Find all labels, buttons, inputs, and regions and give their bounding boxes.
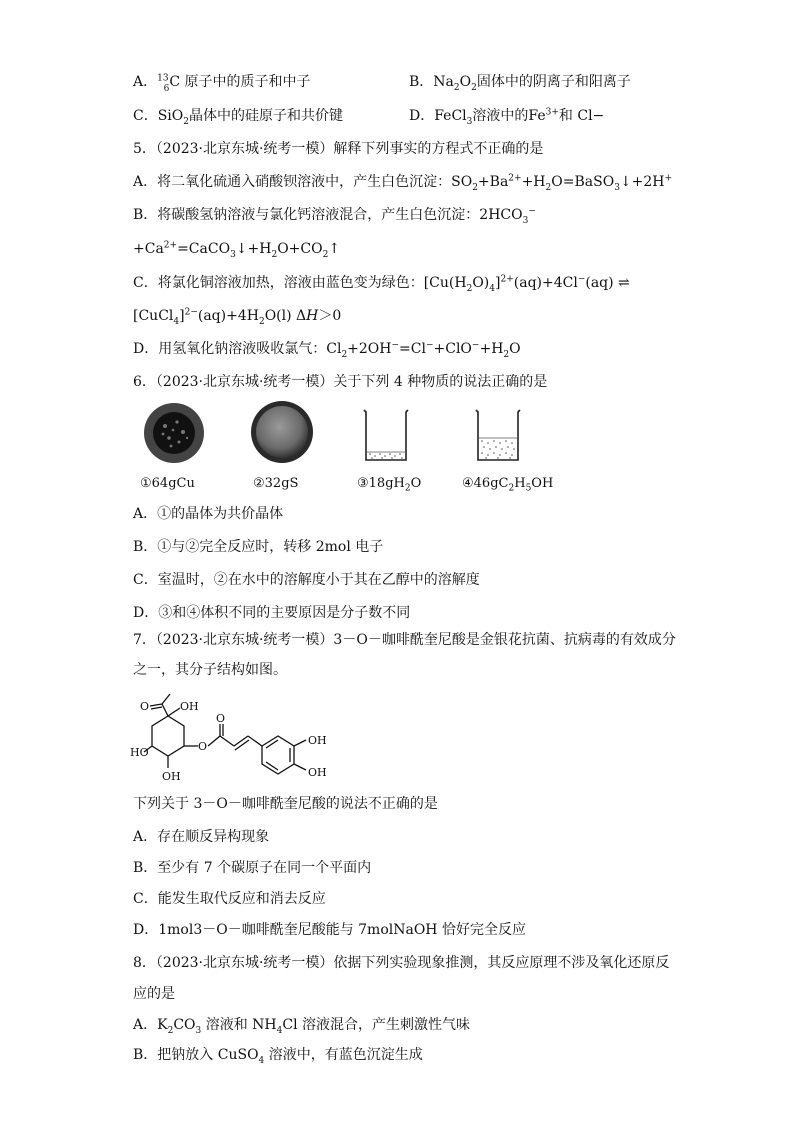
q6-option-b: B．①与②完全反应时，转移 2mol 电子	[133, 539, 384, 555]
q8-stem-line1: 8．（2023·北京东城·统考一模）依据下列实验现象推测，其反应原理不涉及氧化还原反	[133, 955, 670, 971]
sulfur-dish-image	[250, 400, 314, 464]
svg-text:OH: OH	[308, 766, 327, 779]
q8-stem-line2: 应的是	[133, 986, 175, 1002]
q4-option-d: D．FeCl$_3$溶液中的$Fe^{3+}$和 Cl−	[409, 107, 605, 127]
q6-option-a: A．①的晶体为共价晶体	[133, 506, 284, 522]
ethanol-beaker-image	[472, 408, 524, 464]
q8-option-b: B．把钠放入 CuSO$_4$ 溶液中，有蓝色沉淀生成	[133, 1047, 423, 1066]
svg-text:OH: OH	[308, 734, 327, 747]
q5-option-a: A．将二氧化硫通入硝酸钡溶液中，产生白色沉淀：$SO_2+Ba^{2+}+H_2O=BaSO_3↓+2H^+$	[133, 173, 673, 193]
q5-option-c-line1: C．将氯化铜溶液加热，溶液由蓝色变为绿色：$[Cu(H_2O)_4]^{2+}(aq)+4Cl^-(aq)$ ⇌	[133, 274, 630, 294]
q6-option-c: C．室温时，②在水中的溶解度小于其在乙醇中的溶解度	[133, 572, 480, 588]
copper-dish-image	[143, 402, 205, 464]
q8-option-a: A．$K_2CO_3$ 溶液和 $NH_4Cl$ 溶液混合，产生刺激性气味	[133, 1017, 470, 1036]
q5-option-b-line1: B．将碳酸氢钠溶液与氯化钙溶液混合，产生白色沉淀：$2HCO_3^-$	[133, 206, 536, 226]
q7-ask: 下列关于 3－O－咖啡酰奎尼酸的说法不正确的是	[133, 796, 438, 812]
svg-text:OH: OH	[162, 770, 181, 783]
q5-stem: 5．（2023·北京东城·统考一模）解释下列事实的方程式不正确的是	[133, 141, 544, 157]
svg-text:HO: HO	[130, 746, 149, 759]
svg-text:O: O	[198, 740, 208, 753]
q7-option-b: B．至少有 7 个碳原子在同一个平面内	[133, 860, 372, 876]
caption-ethanol: $④46gC_2H_5OH$	[462, 476, 554, 494]
q6-stem: 6．（2023·北京东城·统考一模）关于下列 4 种物质的说法正确的是	[133, 374, 548, 390]
caption-water: $③18gH_2O$	[357, 476, 422, 494]
svg-text:OH: OH	[180, 700, 199, 713]
q7-stem-line1: 7．（2023·北京东城·统考一模）3－O－咖啡酰奎尼酸是金银花抗菌、抗病毒的有效成分	[133, 632, 676, 648]
q7-stem-line2: 之一，其分子结构如图。	[133, 662, 287, 678]
q5-option-b-line2: $+Ca^{2+}=CaCO_3↓+H_2O+CO_2↑$	[133, 240, 341, 260]
svg-text:O: O	[140, 700, 150, 713]
caption-copper: ①64gCu	[140, 476, 195, 491]
q5-option-d: D．用氢氧化钠溶液吸收氯气：$Cl_2+2OH^-=Cl^-+ClO^-+H_2O$	[133, 340, 521, 360]
q7-option-d: D．1mol3－O－咖啡酰奎尼酸能与 7molNaOH 恰好完全反应	[133, 922, 526, 938]
svg-text:O: O	[216, 712, 226, 725]
q7-option-a: A．存在顺反异构现象	[133, 829, 270, 845]
q4-option-b: B．$Na_2O_2$固体中的阴离子和阳离子	[409, 74, 631, 93]
molecule-structure-diagram	[128, 690, 338, 788]
q7-option-c: C．能发生取代反应和消去反应	[133, 891, 326, 907]
water-beaker-image	[360, 408, 412, 464]
q4-option-a: A．$^{13}_6$C 原子中的质子和中子	[133, 73, 311, 94]
q6-option-d: D．③和④体积不同的主要原因是分子数不同	[133, 605, 411, 621]
q4-option-c: C．SiO$_2$晶体中的硅原子和共价键	[133, 108, 343, 127]
q5-option-c-line2: $[CuCl_4]^{2-}(aq)+4H_2O(l)$ ΔH＞0	[133, 307, 342, 327]
caption-sulfur: ②32gS	[253, 476, 299, 491]
